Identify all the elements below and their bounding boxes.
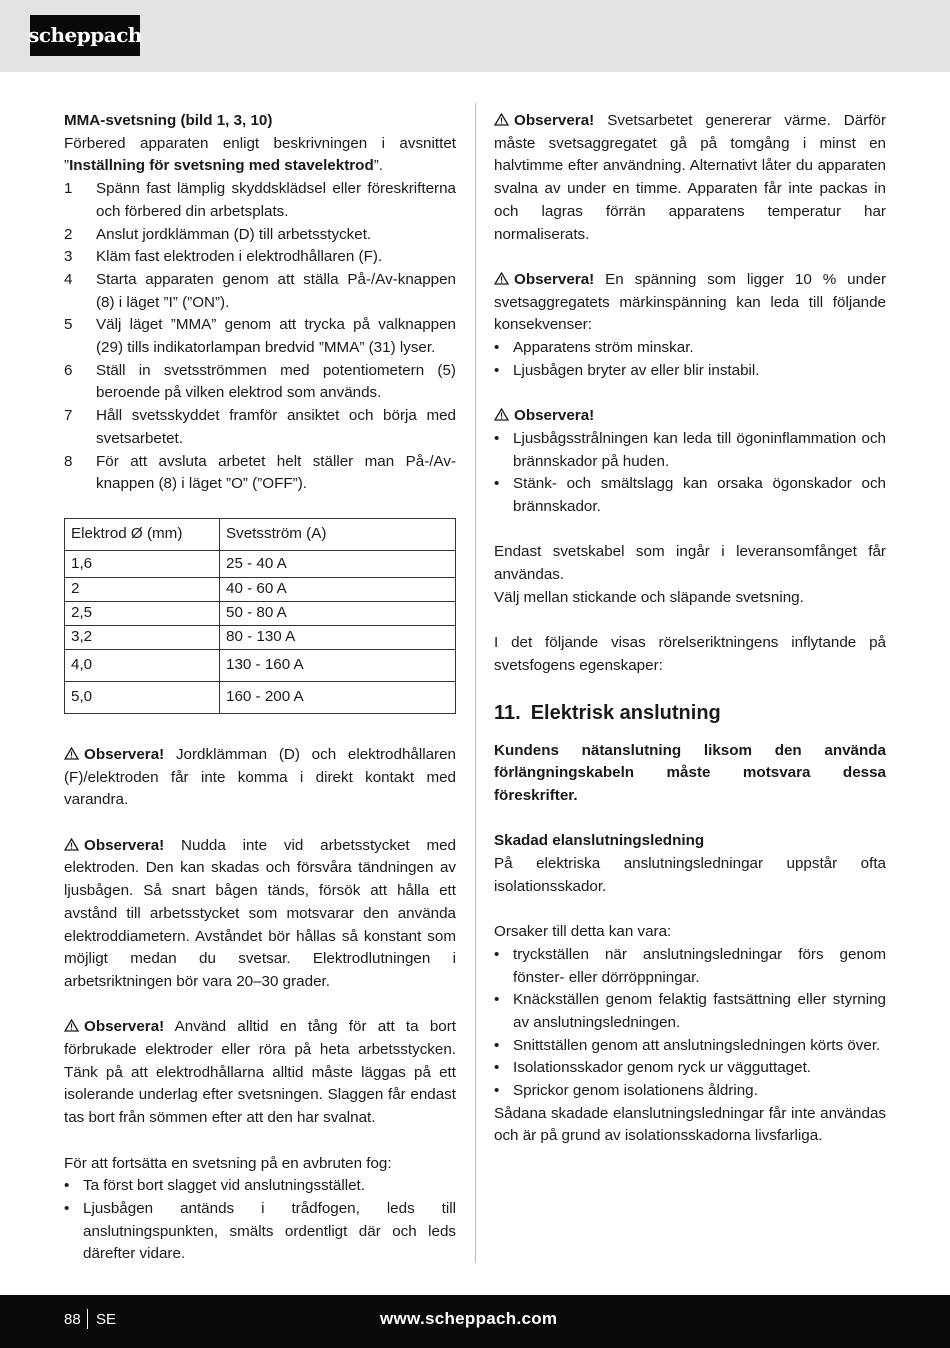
table-cell: 130 - 160 A xyxy=(220,649,456,681)
page-number: 88 xyxy=(64,1311,81,1328)
page-footer xyxy=(0,1295,950,1348)
warning-note: Observera! En spänning som ligger 10 % under svetsaggregatets märkinspänning kan leda till följande konsekvenser: xyxy=(494,270,886,334)
website-link[interactable]: www.scheppach.com xyxy=(380,1309,558,1328)
table-cell: 5,0 xyxy=(65,681,220,713)
table-cell: 80 - 130 A xyxy=(220,625,456,649)
causes-intro: Orsaker till detta kan vara: xyxy=(494,923,672,941)
damaged-heading: Skadad elanslutningsledning xyxy=(494,832,705,850)
scheppach-logo: scheppach xyxy=(30,15,140,56)
voltage-consequences-list xyxy=(494,337,886,382)
list-item: • Snittställen genom att anslutningsledningen körts över. xyxy=(494,1036,881,1054)
list-item: • Ljusbågsstrålningen kan leda till ögoninflammation och brännskador på huden. xyxy=(494,429,886,470)
mma-heading: MMA-svetsning (bild 1, 3, 10) xyxy=(64,112,273,129)
causes-list xyxy=(494,944,886,1103)
electrode-current-table xyxy=(64,518,456,714)
table-row xyxy=(65,625,456,649)
cable-note: Endast svetskabel som ingår i leveransomfånget får användas. xyxy=(494,543,886,584)
page-header xyxy=(0,0,950,72)
table-row xyxy=(65,601,456,625)
table-cell: 4,0 xyxy=(65,649,220,681)
mma-steps-list xyxy=(64,178,456,496)
list-item: • Ljusbågen antänds i trådfogen, leds till anslutningspunkten, smälts ordentligt där och leds därefter vidare. xyxy=(64,1199,456,1263)
warning-triangle-icon xyxy=(494,272,509,285)
list-item: 2 Anslut jordklämman (D) till arbetsstycket. xyxy=(64,225,372,243)
footer-divider xyxy=(87,1309,88,1329)
table-row xyxy=(65,681,456,713)
continue-intro: För att fortsätta en svetsning på en avbruten fog: xyxy=(64,1154,392,1172)
list-item: • Sprickor genom isolationens åldring. xyxy=(494,1082,758,1100)
table-row xyxy=(65,649,456,681)
list-item: • tryckställen när anslutningsledningar förs genom fönster- eller dörröppningar. xyxy=(494,945,886,986)
list-item: 4 Starta apparaten genom att ställa På-/Av-knappen (8) i läget ”I” (”ON”). xyxy=(64,270,456,311)
table-cell: 1,6 xyxy=(65,550,220,577)
list-item: 6 Ställ in svetsströmmen med potentiometern (5) beroende på vilken elektrod som används. xyxy=(64,361,456,402)
right-column xyxy=(494,110,886,1148)
list-item: • Ljusbågen bryter av eller blir instabil. xyxy=(494,361,760,379)
list-item: 1 Spänn fast lämplig skyddsklädsel eller föreskrifterna och förbered din arbetsplats. xyxy=(64,180,456,220)
table-cell: 2,5 xyxy=(65,601,220,625)
table-cell: 40 - 60 A xyxy=(220,577,456,601)
radiation-warning-list xyxy=(494,428,886,519)
table-cell: 25 - 40 A xyxy=(220,550,456,577)
closing-note: Sådana skadade elanslutningsledningar får inte användas och är på grund av isolationsskadorna livsfarliga. xyxy=(494,1104,886,1145)
list-item: 8 För att avsluta arbetet helt ställer man På-/Av-knappen (8) i läget ”O” (”OFF”). xyxy=(64,452,456,493)
table-row xyxy=(65,577,456,601)
warning-triangle-icon xyxy=(64,838,79,851)
table-header-cell: Elektrod Ø (mm) xyxy=(65,518,220,550)
column-divider xyxy=(475,103,476,1263)
table-cell: 2 xyxy=(65,577,220,601)
warning-triangle-icon xyxy=(64,1019,79,1032)
section-heading: 11. Elektrisk anslutning xyxy=(494,701,721,724)
table-row xyxy=(65,550,456,577)
warning-note: Observera! Svetsarbetet genererar värme. Därför måste svetsaggregatet gå på tomgång i minst en halvtimme efter användning. Alternativt låter du apparaten svalna av under en timme. Apparaten får inte packas in och lagras förrän apparatens temperatur har normaliserats. xyxy=(494,112,886,243)
continue-list xyxy=(64,1175,456,1266)
direction-note: I det följande visas rörelseriktningens inflytande på svetsfogens egenskaper: xyxy=(494,634,886,674)
warning-note: Observera! Använd alltid en tång för att ta bort förbrukade elektroder eller röra på heta arbetsstycken. Tänk på att elektrodhållarna alltid måste läggas på ett isolerande underlag efter svetsningen. Slaggen får endast tas bort från sömmen efter att den har svalnat. xyxy=(64,1018,456,1127)
table-cell: 3,2 xyxy=(65,625,220,649)
mma-intro: Förbered apparaten enligt beskrivningen i avsnittet ”Inställning för svetsning med stavelektrod”. xyxy=(64,134,456,175)
list-item: 3 Kläm fast elektroden i elektrodhållaren (F). xyxy=(64,248,383,266)
list-item: • Apparatens ström minskar. xyxy=(494,339,694,357)
warning-note: Observera! Nudda inte vid arbetsstycket med elektroden. Den kan skadas och försvåra tändningen av ljusbågen. Så snart bågen tänds, försök att hålla ett avstånd till arbetsstycket som motsvarar den använda elektroddiametern. Avståndet bör hållas så konstant som möjligt medan du svetsar. Elektrodlutningen i arbetsriktningen bör vara 20–30 grader. xyxy=(64,836,456,990)
table-header-cell: Svetsström (A) xyxy=(220,518,456,550)
table-header-row xyxy=(65,518,456,550)
warning-triangle-icon xyxy=(494,113,509,126)
requirement-note: Kundens nätanslutning liksom den använda förlängningskabeln måste motsvara dessa föreskrifter. xyxy=(494,741,886,804)
left-column xyxy=(64,110,456,1266)
language-code: SE xyxy=(96,1311,117,1328)
damaged-text: På elektriska anslutningsledningar uppstår ofta isolationsskador. xyxy=(494,855,886,895)
warning-triangle-icon xyxy=(64,747,79,760)
choose-note: Välj mellan stickande och släpande svetsning. xyxy=(494,588,804,606)
list-item: • Isolationsskador genom ryck ur vägguttaget. xyxy=(494,1059,812,1077)
list-item: • Knäckställen genom felaktig fastsättning eller styrning av anslutningsledningen. xyxy=(494,991,886,1031)
list-item: • Stänk- och smältslagg kan orsaka ögonskador och brännskador. xyxy=(494,475,886,515)
warning-note: Observera! xyxy=(494,405,886,428)
warning-triangle-icon xyxy=(494,408,509,421)
table-cell: 50 - 80 A xyxy=(220,601,456,625)
list-item: 7 Håll svetsskyddet framför ansiktet och börja med svetsarbetet. xyxy=(64,407,456,447)
table-cell: 160 - 200 A xyxy=(220,681,456,713)
warning-note: Observera! Jordklämman (D) och elektrodhållaren (F)/elektroden får inte komma i direkt kontakt med varandra. xyxy=(64,745,456,809)
list-item: 5 Välj läget ”MMA” genom att trycka på valknappen (29) tills indikatorlampan bredvid ”MMA” (31) lyser. xyxy=(64,316,456,357)
list-item: • Ta först bort slagget vid anslutningsstället. xyxy=(64,1177,365,1195)
